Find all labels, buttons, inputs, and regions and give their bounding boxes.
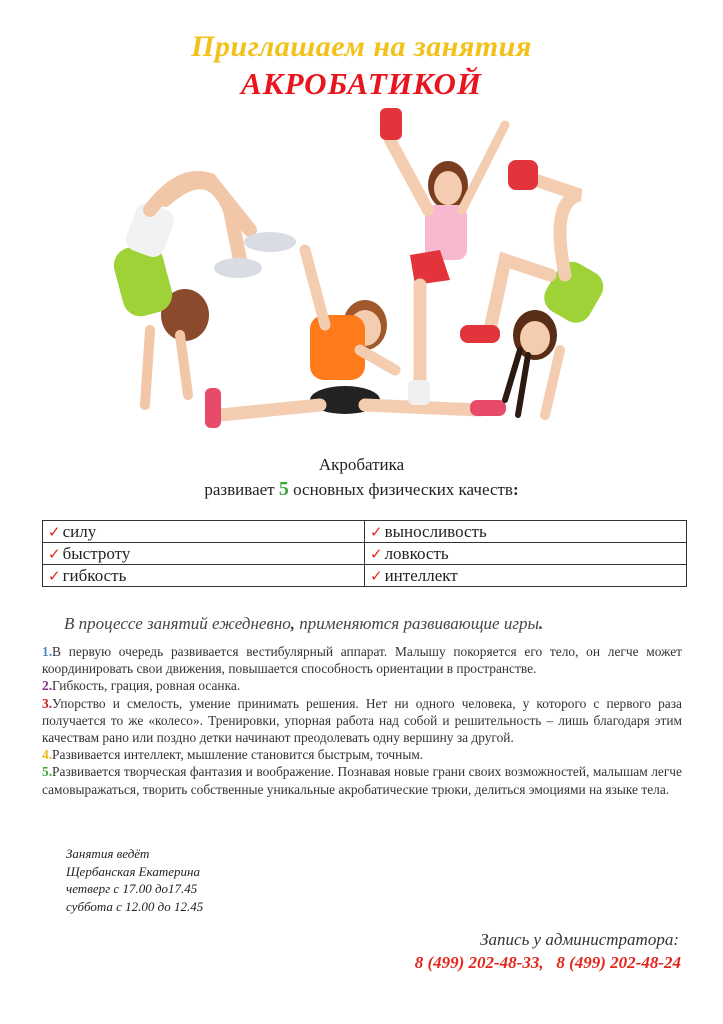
games-comma: , [290,614,296,633]
schedule-saturday: суббота с 12.00 до 12.45 [66,898,204,914]
girl-2 [205,250,506,428]
intro-text-before: развивает [204,480,275,499]
intro-line-2 [0,478,723,501]
item-text: Развивается творческая фантазия и воображение. Познавая новые грани своих возможностей, малышам легче самовыражаться, творить собственные уникальные акробатические трюки, делиться эмоциями на языке тела. [42,764,682,797]
item-text: Упорство и смелость, умение принимать решения. Нет ни одного человека, у которого с первого раза получается то же «колесо». Тренировки, упорная работа над собой и решительность – лишь благодаря этим качествам рано или поздно детки начинают преодолевать одну вершину за другой. [42,695,682,746]
check-icon: ✓ [370,544,383,563]
table-row [43,521,687,543]
item-number: 3. [42,695,53,711]
phone-numbers: 8 (499) 202-48-33, 8 (499) 202-48-24 [414,953,681,972]
item-number: 5. [42,764,53,780]
quality-label: гибкость [62,565,127,585]
intro-colon: : [512,480,519,499]
teacher-info [66,845,203,915]
list-item [42,763,682,797]
list-item [42,695,682,747]
item-number: 2. [42,678,53,694]
quality-cell [365,543,687,565]
intro-text-after: основных физических качеств [293,480,513,499]
quality-cell [43,565,365,587]
intro-line-1: Акробатика [318,455,405,474]
games-dot: . [539,614,544,633]
signup-label: Запись у администратора: [480,930,679,949]
teacher-name: Щербанская Екатерина [66,863,200,879]
schedule-thursday: четверг с 17.00 до17.45 [66,881,198,896]
quality-cell [365,521,687,543]
check-icon: ✓ [370,566,383,585]
qualities-table [42,520,687,587]
title-line-2: АКРОБАТИКОЙ [240,66,483,101]
benefits-list [42,643,682,798]
title-line-1: Приглашаем на занятия [191,30,532,63]
quality-label: выносливость [384,521,487,541]
check-icon: ✓ [48,566,61,585]
quality-cell [43,543,365,565]
table-row [43,565,687,587]
quality-label: силу [62,521,97,541]
check-icon: ✓ [370,522,383,541]
item-text: Гибкость, грация, ровная осанка. [52,678,241,694]
table-row [43,543,687,565]
quality-label: ловкость [384,543,449,563]
qualities-count: 5 [278,478,289,500]
list-item [42,746,682,763]
teacher-label: Занятия ведёт [66,846,150,861]
girl-4 [460,160,609,415]
quality-label: быстроту [62,543,131,563]
item-text: Развивается интеллект, мышление становится быстрым, точным. [52,747,424,763]
check-icon: ✓ [48,544,61,563]
acrobatics-photo [110,100,630,440]
quality-cell [365,565,687,587]
games-text-after: применяются развивающие игры [295,614,539,633]
quality-label: интеллект [384,565,458,585]
list-item [42,677,682,694]
item-number: 4. [42,747,53,763]
check-icon: ✓ [48,522,61,541]
item-text: В первую очередь развивается вестибулярный аппарат. Малышу покоряется его тело, он легче может координировать свои движения, повышается способность ориентации в пространстве. [42,644,682,677]
list-item [42,643,682,677]
games-text-before: В процессе занятий ежедневно [64,614,291,633]
quality-cell [43,521,365,543]
girl-3 [380,108,505,405]
item-number: 1. [42,644,53,659]
girl-1 [110,178,296,405]
games-heading [64,614,543,634]
